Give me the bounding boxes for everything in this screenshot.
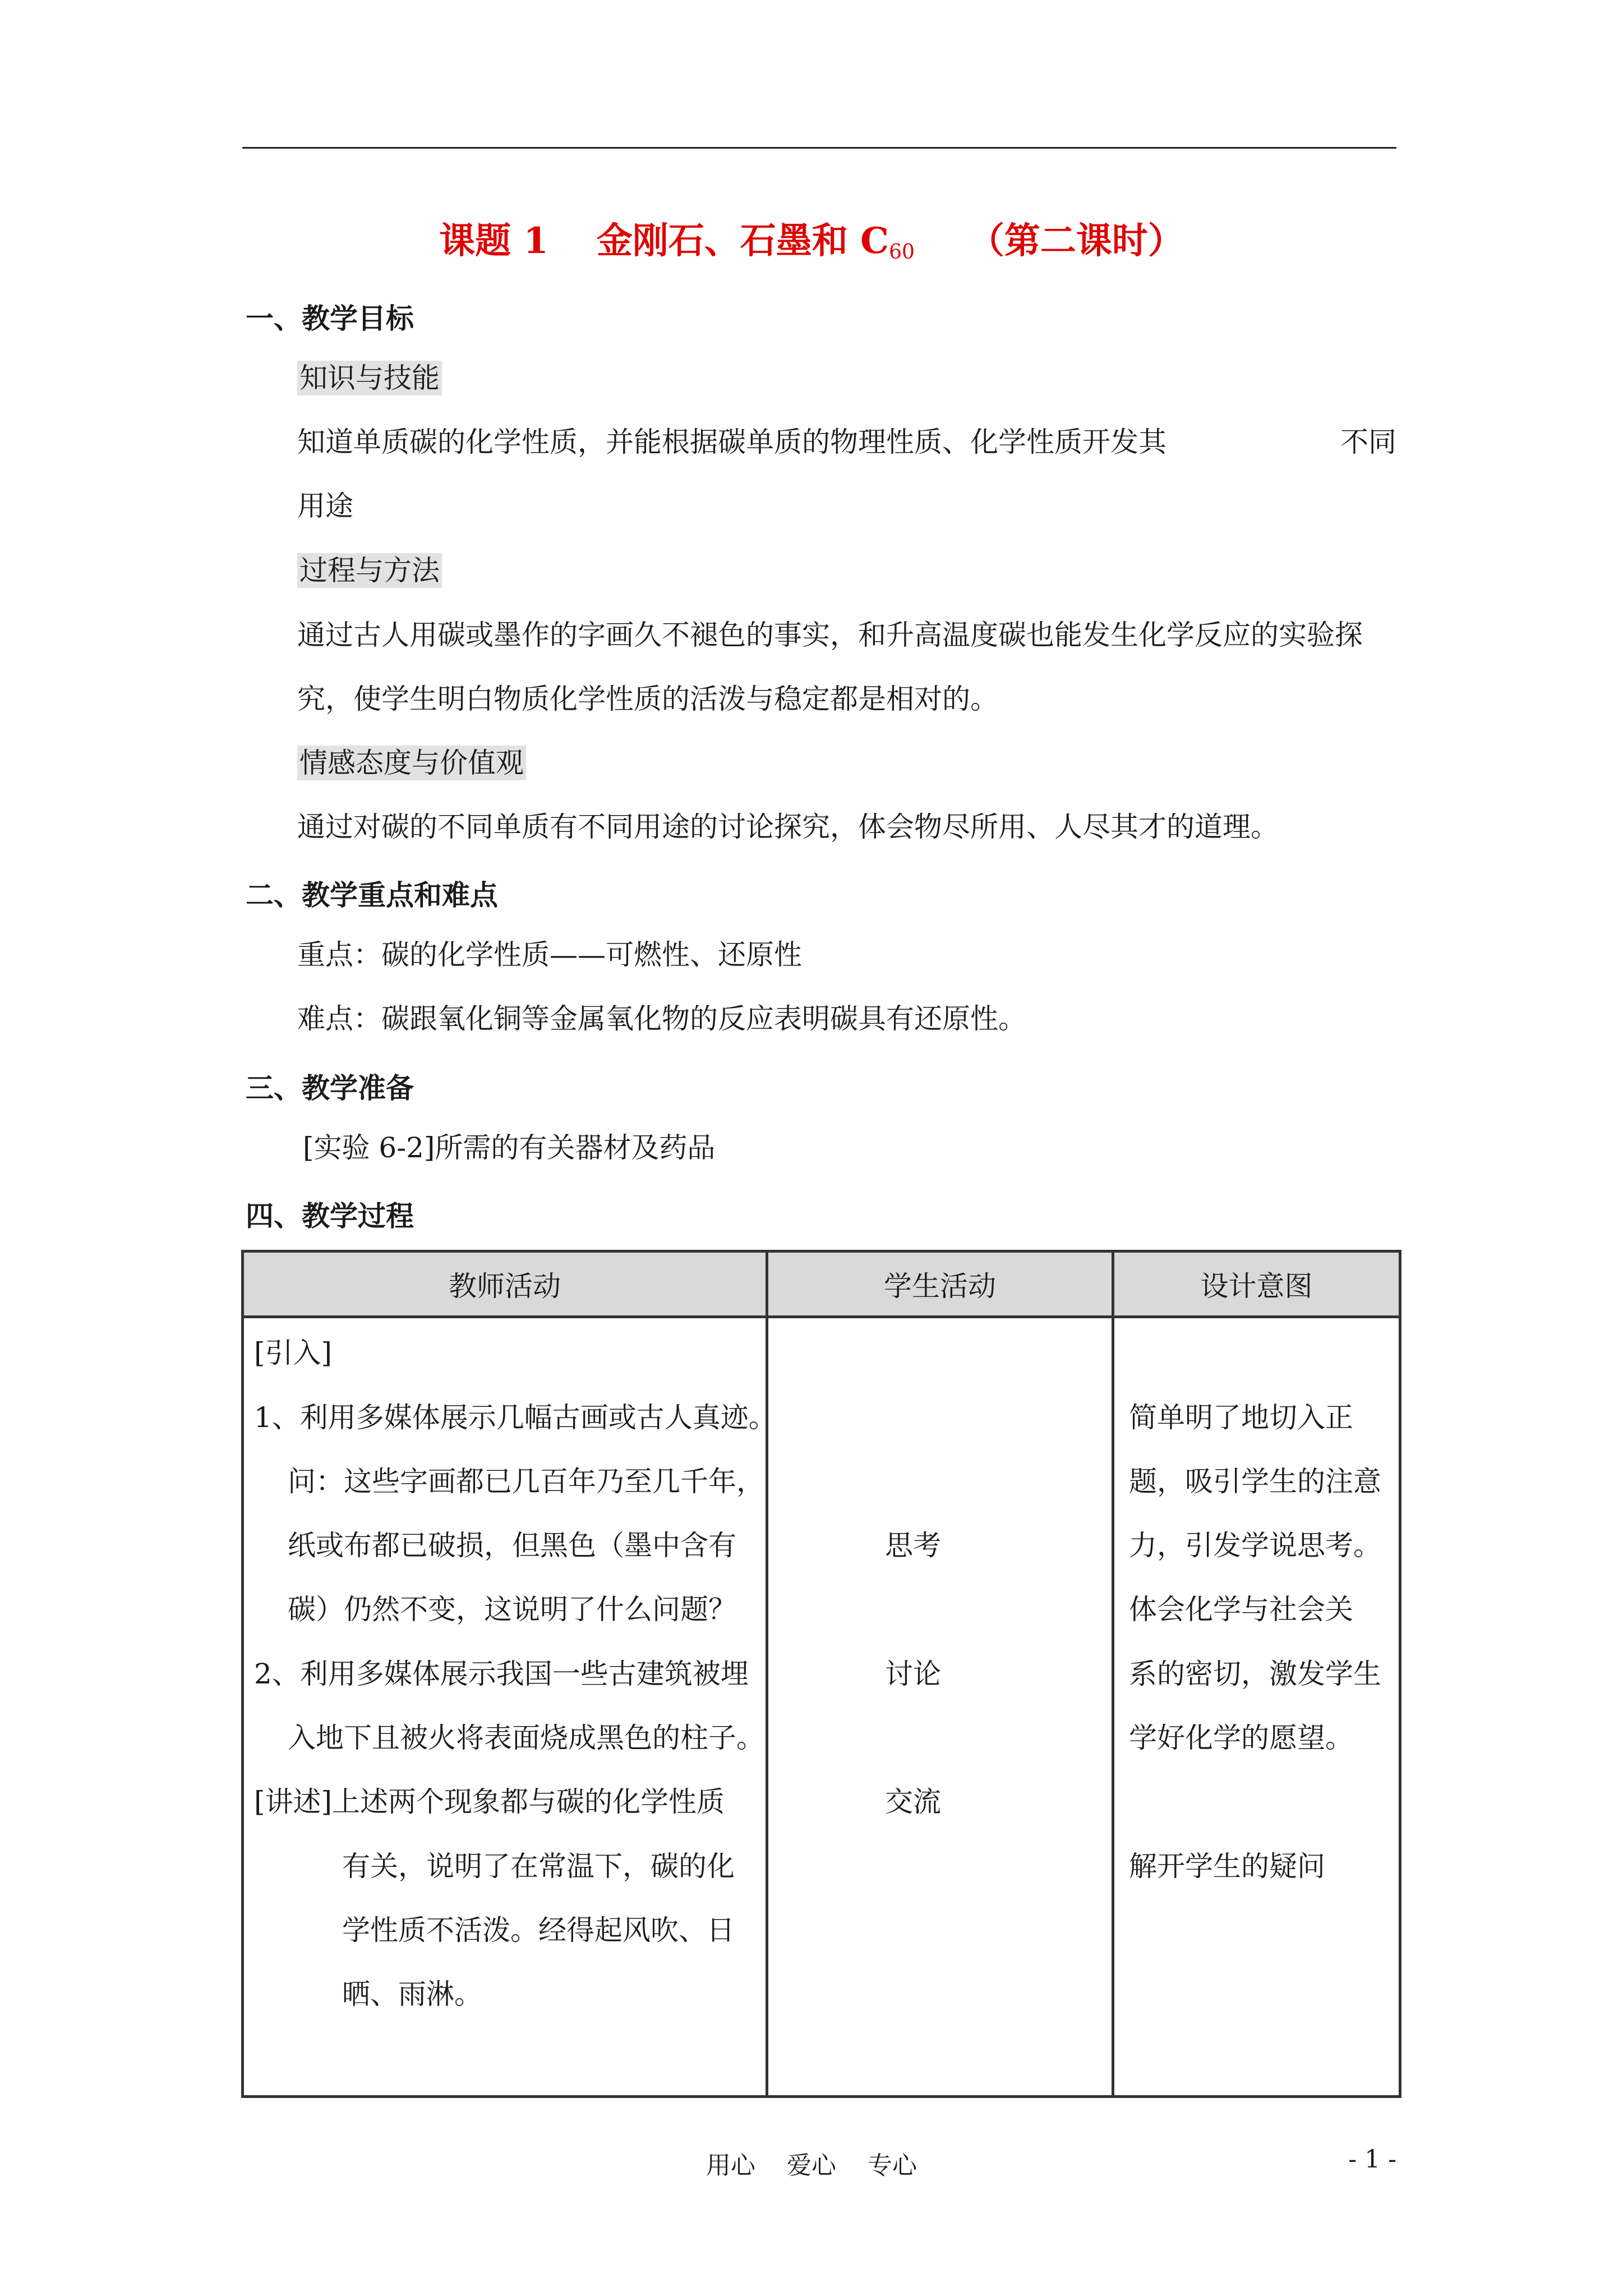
teacher-line: 1、利用多媒体展示几幅古画或古人真迹。 [254,1401,777,1434]
keypoint-line: 重点：碳的化学性质——可燃性、还原性 [297,938,802,971]
intent-line: 力，引发学说思考。 [1129,1529,1381,1562]
process-line-1: 通过古人用碳或墨作的字画久不褪色的事实，和升高温度碳也能发生化学反应的实验探 [297,619,1363,651]
teacher-line: [讲述]上述两个现象都与碳的化学性质 [254,1786,725,1818]
footer-word: 专心 [868,2151,917,2180]
knowledge-line-2: 用途 [297,490,353,522]
prep-heading: 三、教学准备 [246,1071,414,1105]
intent-line: 解开学生的疑问 [1129,1850,1325,1883]
title-main: 金刚石、石墨和 C [596,220,889,262]
teacher-line: 学性质不活泼。经得起风吹、日 [342,1914,735,1947]
process-label: 过程与方法 [297,553,442,588]
attitude-line-1: 通过对碳的不同单质有不同用途的讨论探究，体会物尽所用、人尽其才的道理。 [297,811,1279,843]
attitude-label: 情感态度与价值观 [297,746,526,780]
teacher-line: 纸或布都已破损，但黑色（墨中含有 [288,1529,736,1562]
knowledge-line-1b: 不同 [1340,426,1396,458]
intent-line: 体会化学与社会关 [1129,1593,1353,1626]
footer-word: 用心 [706,2151,755,2180]
design-intent-cell [1113,1317,1400,2097]
process-line-2: 究，使学生明白物质化学性质的活泼与稳定都是相对的。 [297,683,998,715]
header-design-intent: 设计意图 [1113,1251,1400,1317]
teacher-line: [引入] [254,1337,333,1369]
teacher-line: 碳）仍然不变，这说明了什么问题？ [288,1593,736,1626]
page-number: - 1 - [1348,2145,1396,2174]
difficulty-line: 难点：碳跟氧化铜等金属氧化物的反应表明碳具有还原性。 [297,1002,1026,1035]
title-tail: （第二课时） [968,220,1184,262]
knowledge-line-1a: 知道单质碳的化学性质，并能根据碳单质的物理性质、化学性质开发其 [297,426,1166,458]
teacher-line: 有关，说明了在常温下，碳的化 [342,1850,735,1883]
page-title [0,212,1623,264]
intent-line: 题，吸引学生的注意 [1129,1465,1381,1498]
title-prefix: 课题 1 [439,220,548,262]
footer-word: 爱心 [787,2151,836,2180]
process-heading: 四、教学过程 [246,1199,414,1232]
header-teacher-activity: 教师活动 [243,1251,767,1317]
student-activity-cell [767,1317,1113,2097]
intent-line: 学好化学的愿望。 [1129,1722,1353,1754]
teacher-line: 2、利用多媒体展示我国一些古建筑被埋 [254,1658,749,1690]
teacher-activity-cell [243,1317,777,2097]
prep-line: [实验 6-2]所需的有关器材及药品 [303,1131,716,1164]
objectives-heading: 一、教学目标 [246,302,414,335]
header-rule [242,147,1396,149]
intent-line: 简单明了地切入正 [1129,1401,1353,1434]
student-line: 讨论 [885,1658,941,1690]
intent-line: 系的密切，激发学生 [1129,1658,1381,1690]
student-line: 交流 [885,1786,941,1818]
teaching-process-table [241,1250,1401,2098]
header-student-activity: 学生活动 [767,1251,1113,1317]
teacher-line: 入地下且被火将表面烧成黑色的柱子。 [288,1722,764,1754]
teacher-line: 问：这些字画都已几百年乃至几千年， [288,1465,764,1498]
student-line: 思考 [885,1529,941,1562]
knowledge-label: 知识与技能 [297,361,442,395]
title-subscript: 60 [889,241,915,264]
keypoints-heading: 二、教学重点和难点 [246,878,498,912]
teacher-line: 晒、雨淋。 [342,1978,482,2010]
